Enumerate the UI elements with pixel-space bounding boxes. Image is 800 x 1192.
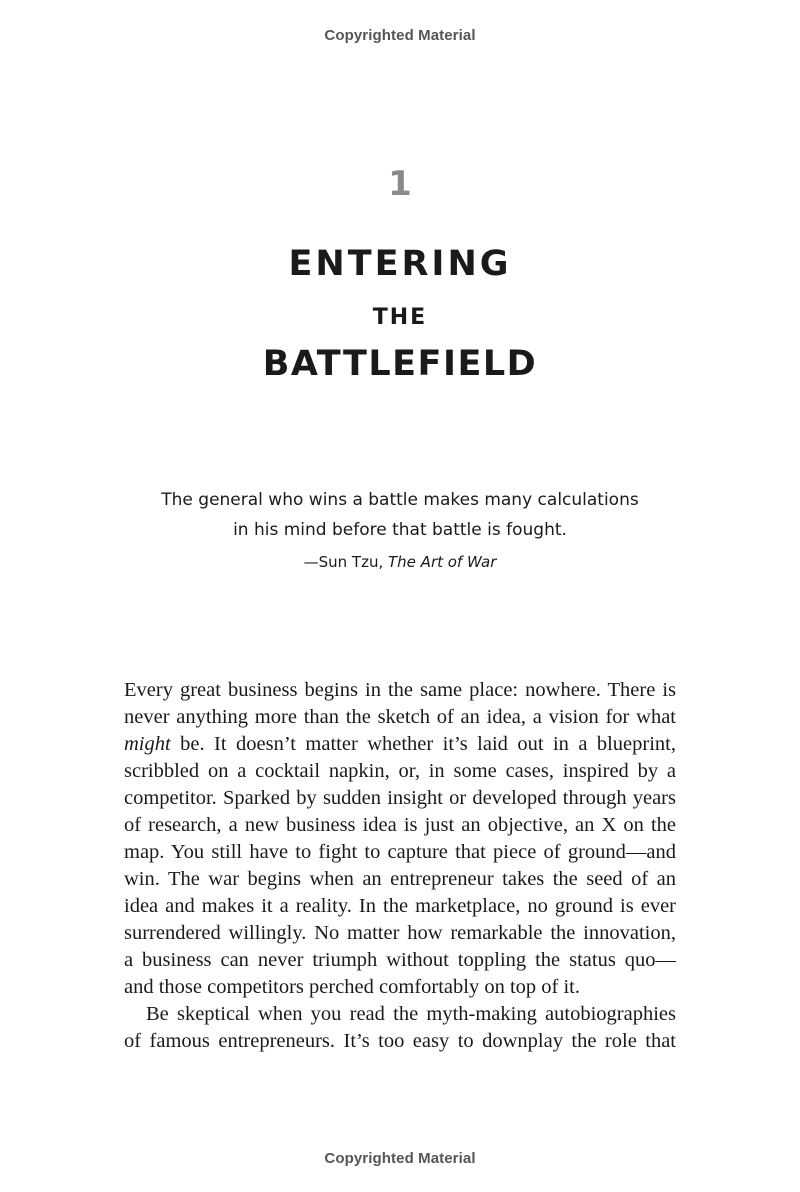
epigraph-line: in his mind before that battle is fought. — [233, 520, 567, 540]
body-line: of research, a new business idea is just an objective, an X on the — [124, 814, 676, 836]
emphasis-might: might — [124, 733, 171, 755]
epigraph-line: The general who wins a battle makes many calculations — [161, 490, 639, 510]
body-line: never anything more than the sketch of an idea, a vision for what — [124, 706, 676, 728]
body-line — [124, 731, 676, 758]
chapter-title-line-2: THE — [372, 305, 428, 330]
body-line: a business can never triumph without toppling the status quo— — [124, 949, 676, 971]
epigraph-attribution — [0, 553, 800, 571]
body-line: Every great business begins in the same place: nowhere. There is — [124, 679, 676, 701]
chapter-number: 1 — [388, 164, 412, 204]
copyright-watermark-bottom: Copyrighted Material — [324, 1150, 476, 1167]
body-line: and those competitors perched comfortably on top of it. — [124, 976, 581, 998]
body-line: win. The war begins when an entrepreneur takes the seed of an — [124, 868, 676, 890]
epigraph-quote — [0, 485, 800, 545]
body-line: of famous entrepreneurs. It’s too easy to downplay the role that — [124, 1030, 676, 1052]
body-line: map. You still have to fight to capture that piece of ground—and — [124, 841, 676, 863]
chapter-title-line-3: BATTLEFIELD — [262, 344, 538, 384]
body-line: competitor. Sparked by sudden insight or developed through years — [124, 787, 676, 809]
copyright-watermark-top: Copyrighted Material — [324, 27, 476, 44]
body-line-rest: be. It doesn’t matter whether it’s laid out in a blueprint, — [170, 733, 676, 755]
attribution-author: —Sun Tzu, — [303, 553, 389, 571]
body-line: scribbled on a cocktail napkin, or, in some cases, inspired by a — [124, 760, 676, 782]
body-line: idea and makes it a reality. In the marketplace, no ground is ever — [124, 895, 676, 917]
body-line: Be skeptical when you read the myth-making autobiographies — [146, 1003, 676, 1025]
body-line: surrendered willingly. No matter how remarkable the innovation, — [124, 922, 676, 944]
chapter-title-line-1: ENTERING — [288, 244, 512, 284]
body-text — [124, 677, 676, 1055]
attribution-work-title: The Art of War — [388, 553, 497, 571]
